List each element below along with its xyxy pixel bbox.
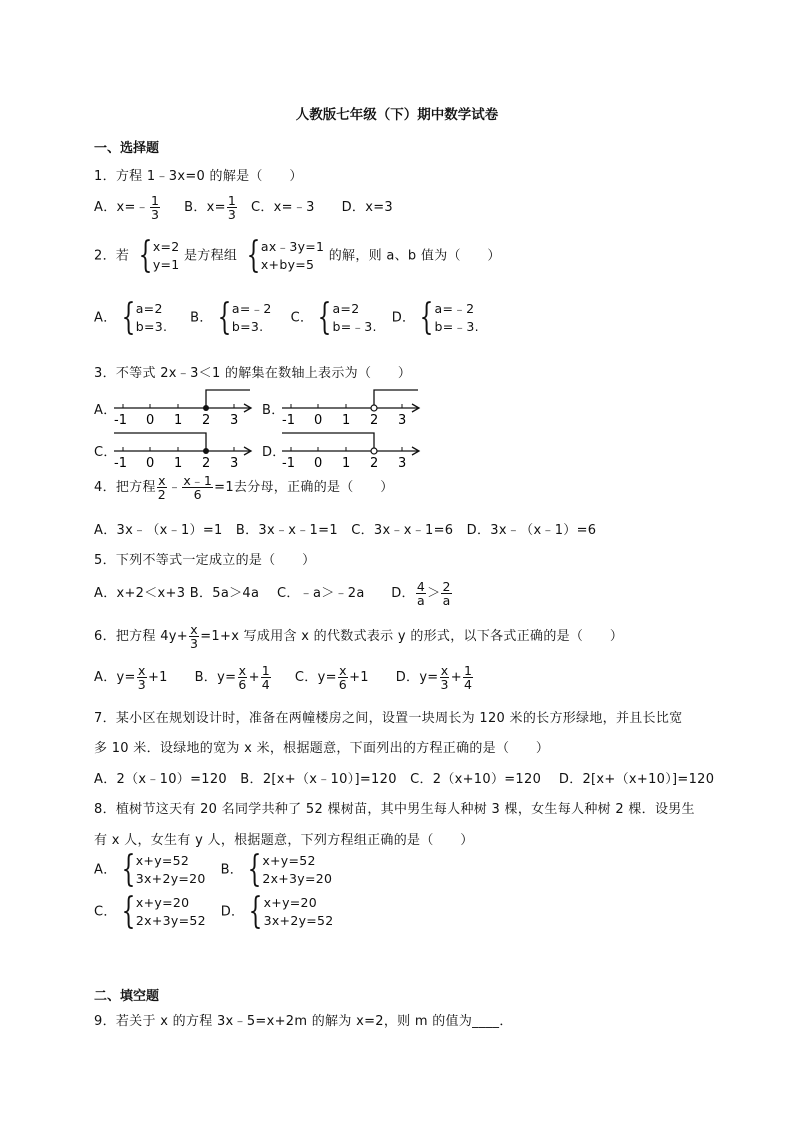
tick-label: 0 [314, 456, 323, 471]
q8-option-a: A． { x+y=52 3x+2y=20 [94, 849, 206, 891]
tick-label: -1 [282, 413, 295, 428]
q3-option-b-label: B． [262, 403, 285, 418]
tick-label: 1 [174, 456, 183, 471]
question-7-line-1: 7．某小区在规划设计时，准备在两幢楼房之间，设置一块周长为 120 米的长方形绿地，并且长比宽 [94, 711, 683, 726]
section-heading-choice: 一、选择题 [94, 141, 160, 156]
q6-option-c: C．y= $\frac{x}{6}$ +1 [294, 663, 369, 693]
tick-label: -1 [282, 456, 295, 471]
question-4-options: A．3x﹣（x﹣1）=1 B．3x﹣x﹣1=1 C．3x﹣x﹣1=6 D．3x﹣（x﹣1）=6 [94, 523, 597, 538]
tick-label: -1 [114, 456, 127, 471]
q3-number-line-d [278, 427, 428, 473]
question-2-stem: 2．若 { x=2 y=1 是方程组 { ax﹣3y=1 x+by=5 的解，则 a、b 值为（ ） [94, 235, 501, 277]
tick-label: 1 [174, 413, 183, 428]
question-7-line-2: 多 10 米．设绿地的宽为 x 米，根据题意，下面列出的方程正确的是（ ） [94, 741, 550, 756]
q1-option-b: B．x= $\frac{1}{3}$ [184, 193, 237, 223]
tick-label: 3 [398, 456, 407, 471]
tick-label: 1 [342, 456, 351, 471]
question-4-stem: 4．把方程 $\frac{x}{2}$ ﹣ $\frac{x﹣1}{6}$ =1去分母，正确的是（ ） [94, 473, 394, 503]
tick-label: 3 [398, 413, 407, 428]
question-8-line-2: 有 x 人，女生有 y 人，根据题意，下列方程组正确的是（ ） [94, 833, 474, 848]
q2-option-a: A． { a=2 b=3. [94, 297, 168, 339]
question-1-options [94, 194, 393, 221]
tick-label: 1 [342, 413, 351, 428]
q8-options-row-2 [94, 891, 334, 933]
question-2-options [94, 297, 479, 339]
q3-option-a-label: A． [94, 403, 117, 418]
q2-system-2: { ax﹣3y=1 x+by=5 [246, 235, 325, 277]
q2-option-b: B． { a=﹣2 b=3. [190, 297, 272, 339]
section-heading-fill-in: 二、填空题 [94, 989, 160, 1004]
tick-label: 0 [314, 413, 323, 428]
q8-option-d: D． { x+y=20 3x+2y=52 [220, 891, 334, 933]
q2-option-d: D． { a=﹣2 b=﹣3. [391, 297, 479, 339]
question-3-stem: 3．不等式 2x﹣3＜1 的解集在数轴上表示为（ ） [94, 366, 412, 381]
tick-label: 2 [202, 456, 211, 471]
q6-option-b: B．y= $\frac{x}{6}$ + $\frac{1}{4}$ [194, 663, 271, 693]
question-8-line-1: 8．植树节这天有 20 名同学共种了 52 棵树苗，其中男生每人种树 3 棵，女生每人种树 2 棵．设男生 [94, 802, 695, 817]
tick-label: 3 [230, 413, 239, 428]
q1-option-d: D．x=3 [341, 200, 393, 216]
q1-option-c: C．x=﹣3 [250, 200, 315, 216]
q8-options-row-1 [94, 849, 333, 891]
tick-label: 2 [202, 413, 211, 428]
tick-label: 2 [370, 413, 379, 428]
q8-option-c: C． { x+y=20 2x+3y=52 [94, 891, 206, 933]
question-5-stem: 5．下列不等式一定成立的是（ ） [94, 553, 316, 568]
q8-option-b: B． { x+y=52 2x+3y=20 [220, 849, 333, 891]
q3-option-c-label: C． [94, 445, 117, 460]
q2-option-c: C． { a=2 b=﹣3. [290, 297, 377, 339]
tick-label: 0 [146, 413, 155, 428]
q6-option-d: D．y= $\frac{x}{3}$ + $\frac{1}{4}$ [395, 663, 473, 693]
question-5-options: A．x+2＜x+3 B．5a＞4a C．﹣a＞﹣2a D． $\frac{4}{a}$ ＞ $\frac{2}{a}$ [94, 579, 451, 609]
question-7-options: A．2（x﹣10）=120 B．2[x+（x﹣10）]=120 C．2（x+10）=120 D．2[x+（x+10）]=120 [94, 772, 715, 787]
q1-option-a: A．x=﹣ $\frac{1}{3}$ [94, 193, 160, 223]
tick-label: 0 [146, 456, 155, 471]
tick-label: -1 [114, 413, 127, 428]
q3-number-line-c [110, 427, 260, 473]
q2-system-1: { x=2 y=1 [138, 235, 180, 277]
question-1-stem: 1．方程 1﹣3x=0 的解是（ ） [94, 169, 303, 184]
page-title: 人教版七年级（下）期中数学试卷 [295, 107, 499, 123]
question-9-stem: 9．若关于 x 的方程 3x﹣5=x+2m 的解为 x=2，则 m 的值为____． [94, 1014, 513, 1029]
q3-option-d-label: D． [262, 445, 286, 460]
question-6-stem: 6．把方程 4y+ $\frac{x}{3}$ =1+x 写成用含 x 的代数式表示 y 的形式，以下各式正确的是（ ） [94, 622, 624, 652]
tick-label: 2 [370, 456, 379, 471]
q6-option-a: A．y= $\frac{x}{3}$ +1 [94, 663, 168, 693]
tick-label: 3 [230, 456, 239, 471]
question-6-options [94, 664, 474, 691]
